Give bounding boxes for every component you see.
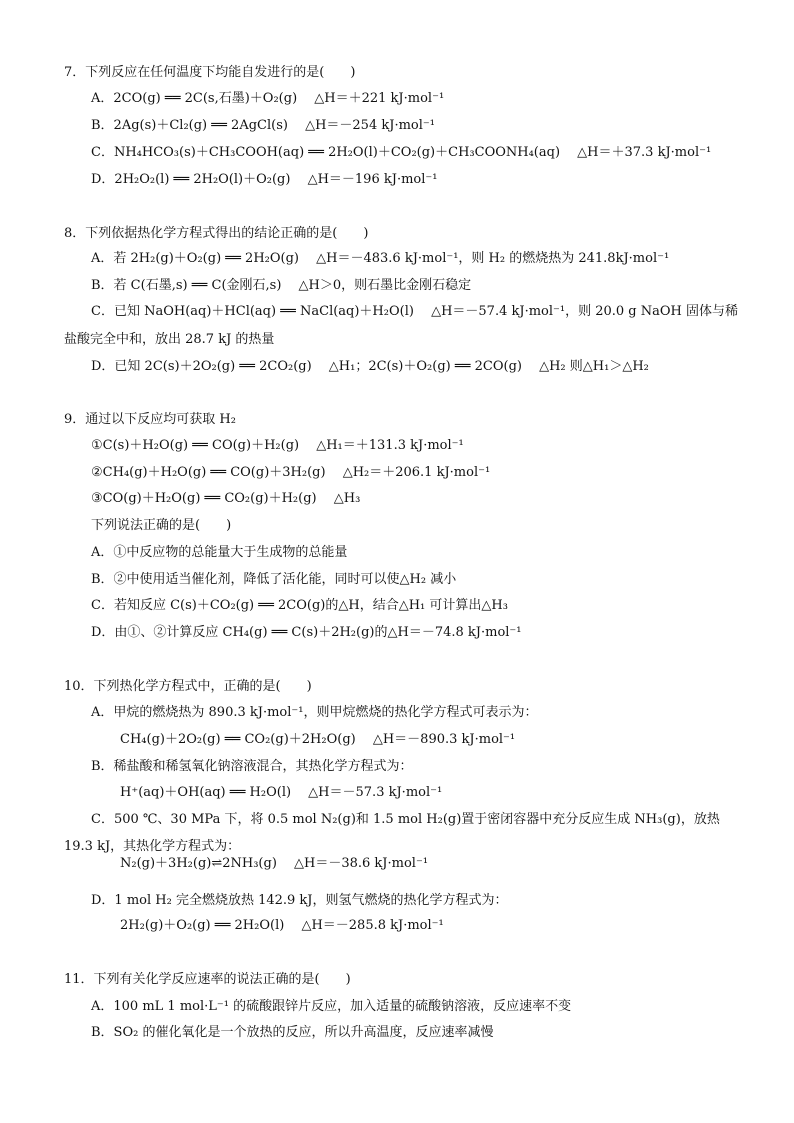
question-10-option-b: B．稀盐酸和稀氢氧化钠溶液混合，其热化学方程式为： (91, 759, 413, 774)
question-8-option-c-continued: 盐酸完全中和，放出 28.7 kJ 的热量 (64, 332, 275, 347)
question-9-option-d: D．由①、②计算反应 CH₄(g) ══ C(s)＋2H₂(g)的△H＝－74.8 kJ·mol⁻¹ (91, 625, 522, 640)
question-7-option-c: C．NH₄HCO₃(s)＋CH₃COOH(aq) ══ 2H₂O(l)＋CO₂(g)＋CH₃COONH₄(aq) △H＝＋37.3 kJ·mol⁻¹ (91, 145, 712, 160)
question-8-option-c: C．已知 NaOH(aq)＋HCl(aq) ══ NaCl(aq)＋H₂O(l) △H＝－57.4 kJ·mol⁻¹，则 20.0 g NaOH 固体与稀 (91, 304, 739, 319)
question-10-option-a-equation: CH₄(g)＋2O₂(g) ══ CO₂(g)＋2H₂O(g) △H＝－890.3 kJ·mol⁻¹ (120, 732, 516, 747)
question-7-option-b: B．2Ag(s)＋Cl₂(g) ══ 2AgCl(s) △H＝－254 kJ·mol⁻¹ (91, 118, 435, 133)
question-11-stem: 11．下列有关化学反应速率的说法正确的是( ) (64, 972, 351, 987)
question-10-option-c-equation: N₂(g)＋3H₂(g)⇌2NH₃(g) △H＝－38.6 kJ·mol⁻¹ (120, 856, 429, 871)
question-10-option-c: C．500 ℃、30 MPa 下，将 0.5 mol N₂(g)和 1.5 mol H₂(g)置于密闭容器中充分反应生成 NH₃(g)，放热 (91, 812, 720, 827)
question-8-option-d: D．已知 2C(s)＋2O₂(g) ══ 2CO₂(g) △H₁；2C(s)＋O₂(g) ══ 2CO(g) △H₂ 则△H₁＞△H₂ (91, 359, 649, 374)
question-9-option-c: C．若知反应 C(s)＋CO₂(g) ══ 2CO(g)的△H，结合△H₁ 可计算出△H₃ (91, 598, 508, 613)
question-9-reaction-2: ②CH₄(g)＋H₂O(g) ══ CO(g)＋3H₂(g) △H₂＝＋206.1 kJ·mol⁻¹ (91, 465, 491, 480)
question-9-stem: 9．通过以下反应均可获取 H₂ (64, 412, 236, 427)
question-9-reaction-1: ①C(s)＋H₂O(g) ══ CO(g)＋H₂(g) △H₁＝＋131.3 kJ·mol⁻¹ (91, 438, 464, 453)
question-9-option-b: B．②中使用适当催化剂，降低了活化能，同时可以使△H₂ 减小 (91, 572, 457, 587)
question-9-option-a: A．①中反应物的总能量大于生成物的总能量 (91, 545, 348, 560)
question-9-reaction-3: ③CO(g)＋H₂O(g) ══ CO₂(g)＋H₂(g) △H₃ (91, 491, 361, 506)
question-10-stem: 10．下列热化学方程式中，正确的是( ) (64, 679, 312, 694)
question-9-prompt: 下列说法正确的是( ) (91, 518, 232, 533)
question-10-option-d: D．1 mol H₂ 完全燃烧放热 142.9 kJ，则氢气燃烧的热化学方程式为： (91, 893, 508, 908)
question-10-option-c-continued: 19.3 kJ，其热化学方程式为： (64, 839, 241, 854)
question-11-option-b: B．SO₂ 的催化氧化是一个放热的反应，所以升高温度，反应速率减慢 (91, 1025, 494, 1040)
question-11-option-a: A．100 mL 1 mol·L⁻¹ 的硫酸跟锌片反应，加入适量的硫酸钠溶液，反应速率不变 (91, 999, 572, 1014)
question-7-option-a: A．2CO(g) ══ 2C(s,石墨)＋O₂(g) △H＝＋221 kJ·mol⁻¹ (91, 91, 445, 106)
question-7-option-d: D．2H₂O₂(l) ══ 2H₂O(l)＋O₂(g) △H＝－196 kJ·mol⁻¹ (91, 172, 438, 187)
question-10-option-b-equation: H⁺(aq)＋OH(aq) ══ H₂O(l) △H＝－57.3 kJ·mol⁻¹ (120, 785, 443, 800)
question-8-option-a: A．若 2H₂(g)＋O₂(g) ══ 2H₂O(g) △H＝－483.6 kJ·mol⁻¹，则 H₂ 的燃烧热为 241.8kJ·mol⁻¹ (91, 251, 670, 266)
question-10-option-d-equation: 2H₂(g)＋O₂(g) ══ 2H₂O(l) △H＝－285.8 kJ·mol⁻¹ (120, 918, 444, 933)
question-8-stem: 8．下列依据热化学方程式得出的结论正确的是( ) (64, 226, 369, 241)
question-8-option-b: B．若 C(石墨,s) ══ C(金刚石,s) △H＞0，则石墨比金刚石稳定 (91, 278, 472, 293)
question-10-option-a: A．甲烷的燃烧热为 890.3 kJ·mol⁻¹，则甲烷燃烧的热化学方程式可表示为： (91, 705, 538, 720)
question-7-stem: 7．下列反应在任何温度下均能自发进行的是( ) (64, 65, 356, 80)
